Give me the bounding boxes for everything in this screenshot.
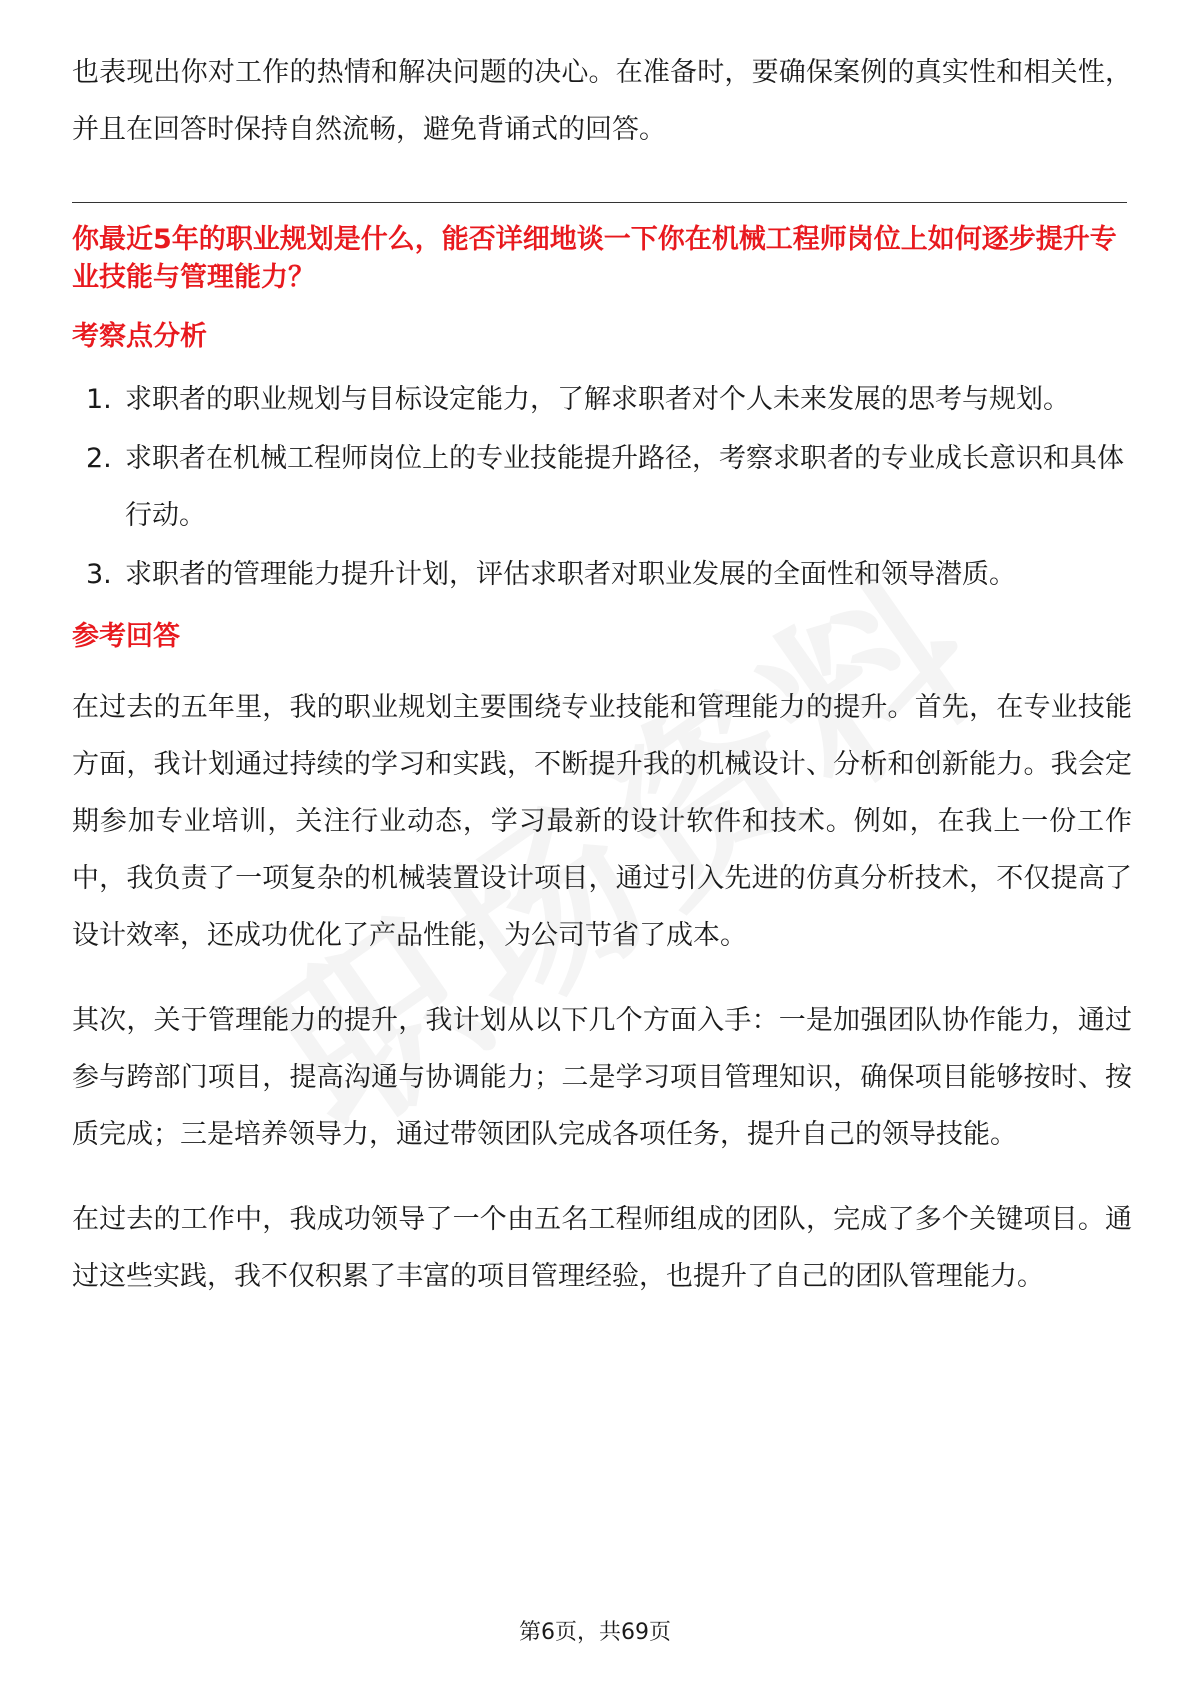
answer-paragraph: 在过去的五年里，我的职业规划主要围绕专业技能和管理能力的提升。首先，在专业技能方面，我计划通过持续的学习和实践，不断提升我的机械设计、分析和创新能力。我会定期参加专业培训，关注行业动态，学习最新的设计软件和技术。例如，在我上一份工作中，我负责了一项复杂的机械装置设计项目，通过引入先进的仿真分析技术，不仅提高了设计效率，还成功优化了产品性能，为公司节省了成本。	[72, 692, 1132, 951]
analysis-point	[72, 546, 1125, 603]
analysis-point-list	[72, 371, 1132, 603]
analysis-point-text: 求职者的管理能力提升计划，评估求职者对职业发展的全面性和领导潜质。	[125, 559, 1016, 590]
analysis-point-number: 2.	[86, 443, 112, 474]
answer-paragraph: 其次，关于管理能力的提升，我计划从以下几个方面入手：一是加强团队协作能力，通过参与跨部门项目，提高沟通与协调能力；二是学习项目管理知识，确保项目能够按时、按质完成；三是培养领导力，通过带领团队完成各项任务，提升自己的领导技能。	[72, 1005, 1132, 1150]
analysis-heading: 考察点分析	[72, 321, 207, 352]
analysis-point	[72, 430, 1125, 544]
answer-paragraph-block	[72, 679, 1132, 964]
page-content	[72, 44, 1132, 1333]
question-title: 你最近5年的职业规划是什么，能否详细地谈一下你在机械工程师岗位上如何逐步提升专业技能与管理能力？	[72, 224, 1117, 293]
analysis-point-text: 求职者的职业规划与目标设定能力，了解求职者对个人未来发展的思考与规划。	[125, 384, 1070, 415]
page-number-footer: 第6页，共69页	[519, 1620, 671, 1645]
analysis-point	[72, 371, 1125, 428]
analysis-point-text: 求职者在机械工程师岗位上的专业技能提升路径，考察求职者的专业成长意识和具体行动。	[125, 443, 1124, 531]
answer-paragraph-block	[72, 1191, 1132, 1305]
answer-heading: 参考回答	[72, 621, 180, 652]
answer-paragraph: 在过去的工作中，我成功领导了一个由五名工程师组成的团队，完成了多个关键项目。通过这些实践，我不仅积累了丰富的项目管理经验，也提升了自己的团队管理能力。	[72, 1204, 1132, 1292]
section-divider	[72, 202, 1127, 203]
analysis-point-number: 3.	[86, 559, 112, 590]
intro-paragraph: 也表现出你对工作的热情和解决问题的决心。在准备时，要确保案例的真实性和相关性，并且在回答时保持自然流畅，避免背诵式的回答。	[72, 57, 1132, 145]
analysis-point-number: 1.	[86, 384, 112, 415]
answer-paragraph-block	[72, 992, 1132, 1163]
